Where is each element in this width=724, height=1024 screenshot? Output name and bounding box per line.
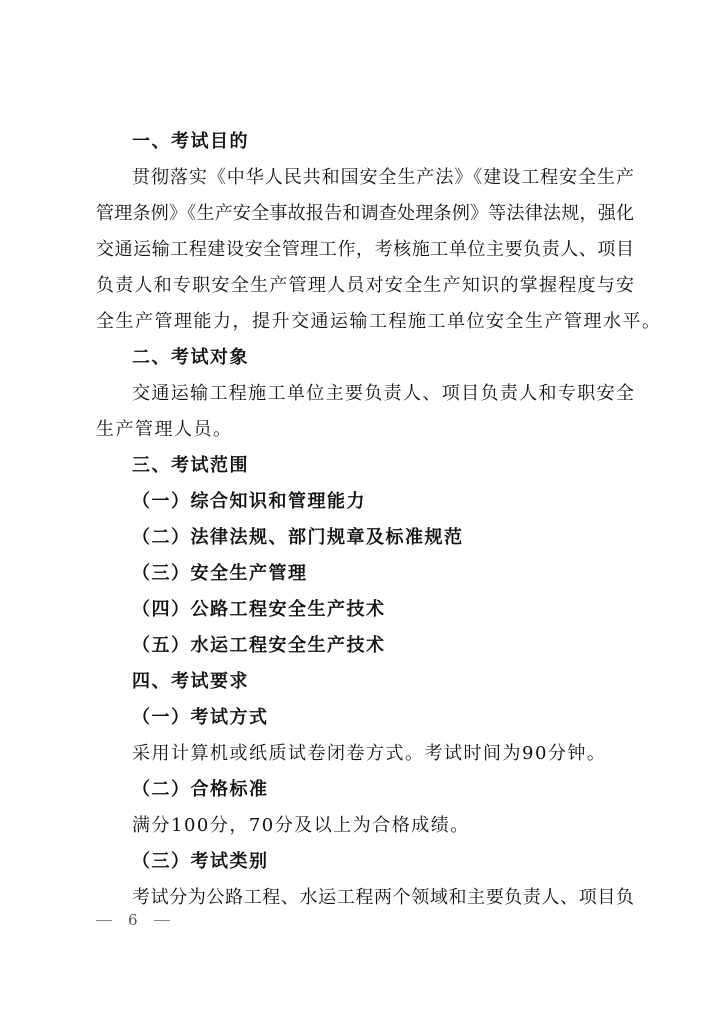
page-footer [96, 908, 170, 932]
section-heading: 三、考试范围 [132, 455, 249, 476]
body-text-line: 采用计算机或纸质试卷闭卷方式。考试时间为90分钟。 [132, 743, 607, 764]
section-heading: （三）安全生产管理 [132, 563, 308, 584]
body-text-line: 管理条例》《生产安全事故报告和调查处理条例》等法律法规，强化 [96, 203, 634, 224]
section-heading: （五）水运工程安全生产技术 [132, 635, 386, 656]
body-text-line: 负责人和专职安全生产管理人员对安全生产知识的掌握程度与安 [96, 275, 634, 296]
section-heading: 一、考试目的 [132, 131, 249, 152]
footer-dash-left [96, 920, 112, 921]
section-heading: （四）公路工程安全生产技术 [132, 599, 386, 620]
page-number: 6 [128, 911, 138, 929]
section-heading: 二、考试对象 [132, 347, 249, 368]
body-text-line: 考试分为公路工程、水运工程两个领域和主要负责人、项目负 [132, 887, 634, 908]
section-heading: （二）法律法规、部门规章及标准规范 [132, 527, 464, 548]
footer-dash-right [154, 920, 170, 921]
section-heading: （三）考试类别 [132, 851, 269, 872]
body-text-line: 贯彻落实《中华人民共和国安全生产法》《建设工程安全生产 [132, 167, 634, 188]
body-text-line: 满分100分，70分及以上为合格成绩。 [132, 815, 470, 836]
document-body [96, 124, 662, 916]
section-heading: （一）考试方式 [132, 707, 269, 728]
body-text-line: 全生产管理能力，提升交通运输工程施工单位安全生产管理水平。 [96, 311, 662, 332]
body-text-line: 生产管理人员。 [96, 419, 233, 440]
section-heading: 四、考试要求 [132, 671, 249, 692]
section-heading: （二）合格标准 [132, 779, 269, 800]
section-heading: （一）综合知识和管理能力 [132, 491, 366, 512]
body-text-line: 交通运输工程建设安全管理工作，考核施工单位主要负责人、项目 [96, 239, 634, 260]
body-text-line: 交通运输工程施工单位主要负责人、项目负责人和专职安全 [132, 383, 634, 404]
